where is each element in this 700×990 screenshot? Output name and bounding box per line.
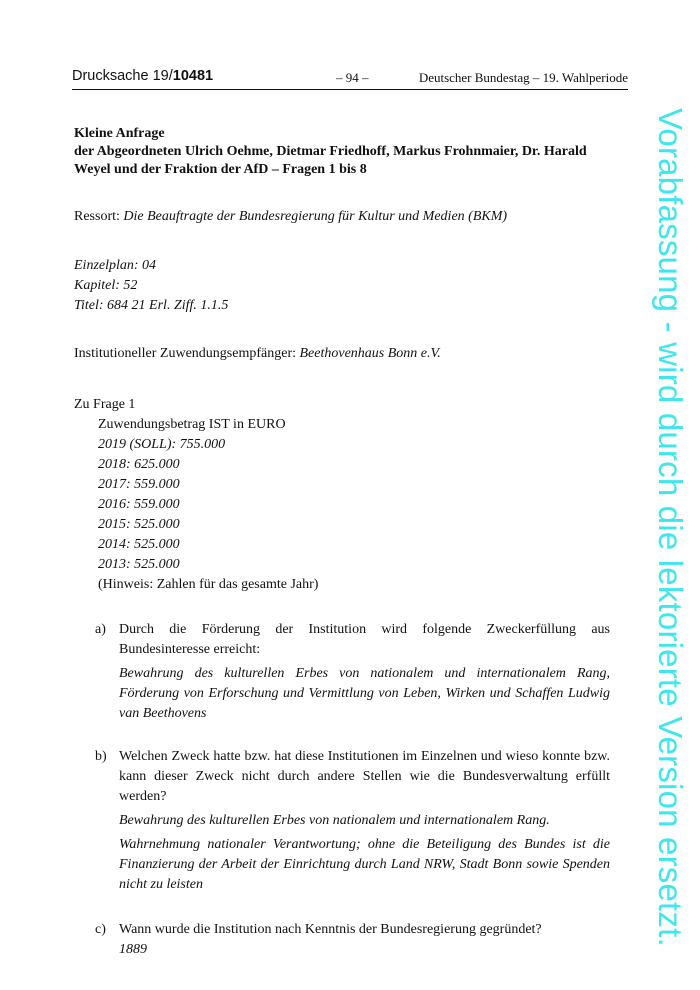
ressort [74, 207, 610, 227]
drucksache-id: 10481 [172, 68, 214, 84]
sub-question-a [95, 620, 610, 724]
drucksache-number [72, 68, 213, 84]
page-header [72, 68, 628, 90]
parliament-label: Deutscher Bundestag – 19. Wahlperiode [418, 70, 628, 85]
title-line-2: der Abgeordneten Ulrich Oehme, Dietmar Friedhoff, Markus Frohnmaier, Dr. Harald [74, 144, 587, 159]
amount-row: 2014: 525.000 [98, 537, 180, 552]
recipient [74, 344, 610, 364]
recipient-value: Beethovenhaus Bonn e.V. [299, 346, 441, 361]
sub-question-label: b) [95, 749, 107, 764]
title-line-1: Kleine Anfrage [74, 126, 165, 141]
header-divider [72, 89, 628, 90]
sub-question-text: Durch die Förderung der Institution wird folgende Zweckerfüllung aus Bundesinteresse erreicht: [119, 622, 610, 657]
amount-row: 2015: 525.000 [98, 517, 180, 532]
amount-row: 2017: 559.000 [98, 477, 180, 492]
amount-row: 2018: 625.000 [98, 457, 180, 472]
ressort-label: Ressort: [74, 209, 124, 224]
kapitel: Kapitel: 52 [74, 278, 138, 293]
sub-answer-text: Wahrnehmung nationaler Verantwortung; ohne die Beteiligung des Bundes ist die Finanzierung der Arbeit der Einrichtung durch Land NRW, Stadt Bonn sowie Spenden nicht zu leisten [119, 837, 610, 892]
amount-row: 2019 (SOLL): 755.000 [98, 437, 226, 452]
amount-row: 2013: 525.000 [98, 557, 180, 572]
funding-amounts [98, 415, 610, 595]
sub-question-label: c) [95, 922, 106, 937]
page-number: – 94 – [336, 70, 369, 85]
draft-watermark: Vorabfassung - wird durch die lektorierte Version ersetzt. [652, 108, 689, 947]
drucksache-prefix: 19/ [152, 68, 173, 84]
amounts-hint: (Hinweis: Zahlen für das gesamte Jahr) [98, 577, 319, 592]
sub-question-text: Welchen Zweck hatte bzw. hat diese Institutionen im Einzelnen und wieso konnte bzw. kann dieser Zweck nicht durch andere Stellen wie die Bundesverwaltung erfüllt werden? [119, 749, 610, 804]
amounts-heading: Zuwendungsbetrag IST in EURO [98, 417, 286, 432]
einzelplan: Einzelplan: 04 [74, 258, 157, 273]
sub-answer-text: 1889 [119, 942, 147, 957]
sub-question-label: a) [95, 622, 106, 637]
document-body [74, 125, 610, 960]
titel: Titel: 684 21 Erl. Ziff. 1.1.5 [74, 298, 229, 313]
sub-question-b [95, 747, 610, 895]
question-heading: Zu Frage 1 [74, 397, 136, 412]
sub-question-c [95, 920, 610, 960]
budget-plan [74, 256, 610, 316]
ressort-value: Die Beauftragte der Bundesregierung für Kultur und Medien (BKM) [123, 209, 508, 224]
sub-answer-text: Bewahrung des kulturellen Erbes von nationalem und internationalem Rang, Förderung von Erforschung und Vermittlung von Leben, Wirken und Schaffen Ludwig van Beethovens [119, 666, 610, 721]
drucksache-label: Drucksache [72, 68, 149, 84]
recipient-label: Institutioneller Zuwendungsempfänger: [74, 346, 300, 361]
sub-answer-text: Bewahrung des kulturellen Erbes von nationalem und internationalem Rang. [119, 813, 550, 828]
amount-row: 2016: 559.000 [98, 497, 180, 512]
sub-question-text: Wann wurde die Institution nach Kenntnis der Bundesregierung gegründet? [119, 922, 542, 937]
document-title [74, 125, 610, 179]
title-line-3: Weyel und der Fraktion der AfD – Fragen 1 bis 8 [74, 162, 367, 177]
